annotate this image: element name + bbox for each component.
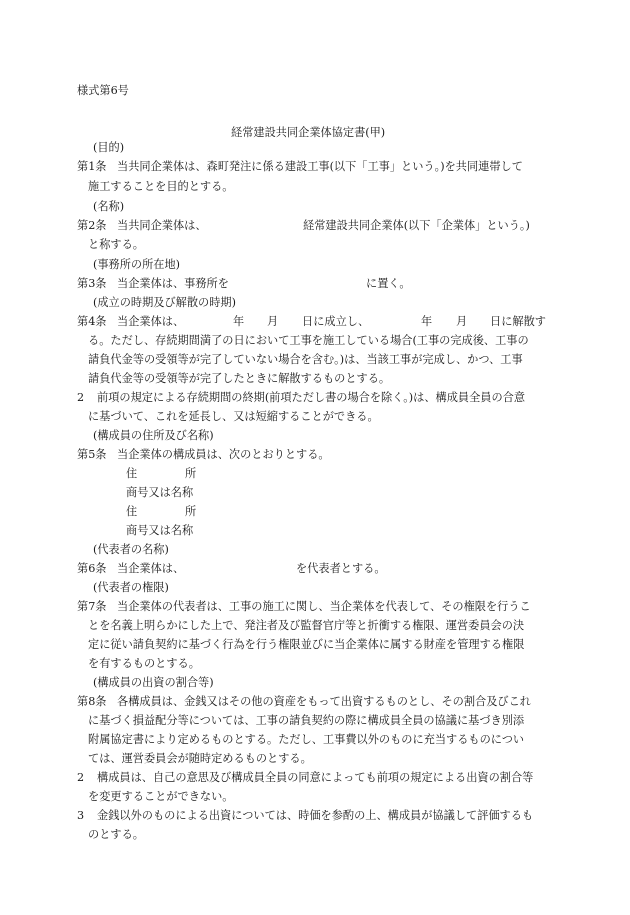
article-8-paragraph-3-number: 3 — [77, 809, 85, 822]
article-7-line-1: 当企業体の代表者は、工事の施工に関し、当企業体を代表して、その権限を行うこ — [117, 600, 531, 613]
article-2-line-2: と称する。 — [88, 238, 144, 251]
article-8-line-3: 附属協定書により定めるものとする。ただし、工事費以外のものに充当するものについ — [88, 733, 525, 746]
article-4-line-1a: 当企業体は、 — [117, 315, 185, 328]
article-4-number: 第4条 — [77, 315, 107, 328]
article-8-paragraph-2-line-2: を変更することができない。 — [88, 790, 234, 803]
article-4-month-2: 月 — [456, 315, 468, 328]
member-1-address-label-b: 所 — [185, 467, 197, 480]
article-5-number: 第5条 — [77, 448, 107, 461]
member-2-address-label-a: 住 — [126, 505, 138, 518]
article-8-paragraph-3-line-1: 金銭以外のものによる出資については、時価を参酌の上、構成員が協議して評価するも — [97, 809, 534, 822]
article-8-paragraph-3-line-2: のとする。 — [88, 828, 144, 841]
article-4-day-1: 日に成立し、 — [302, 315, 370, 328]
article-7-line-3: 定に従い請負契約に基づく行為を行う権限並びに当企業体に属する財産を管理する権限 — [88, 638, 525, 651]
article-4-line-3: 請負代金等の受領等が完了していない場合を含む。)は、当該工事が完成し、かつ、工事 — [88, 353, 523, 366]
article-3-number: 第3条 — [77, 277, 107, 290]
article-4-line-4: 請負代金等の受領等が完了したときに解散するものとする。 — [88, 372, 391, 385]
article-4-line-2: る。ただし、存続期間満了の日において工事を施工している場合(工事の完成後、工事の — [88, 334, 529, 347]
article-1-number: 第1条 — [77, 160, 107, 173]
article-8-paragraph-2-line-1: 構成員は、自己の意思及び構成員全員の同意によっても前項の規定による出資の割合等 — [97, 771, 534, 784]
article-4-month-1: 月 — [267, 315, 279, 328]
article-1-line-1: 当共同企業体は、森町発注に係る建設工事(以下「工事」という。)を共同連帯して — [117, 160, 523, 173]
article-3-heading: (事務所の所在地) — [93, 258, 181, 271]
article-8-heading: (構成員の出資の割合等) — [93, 676, 214, 689]
article-2-line-1b: 経常建設共同企業体(以下「企業体」という。) — [303, 219, 530, 232]
article-4-paragraph-2-number: 2 — [77, 391, 85, 404]
article-2-heading: (名称) — [93, 200, 125, 213]
article-7-number: 第7条 — [77, 600, 107, 613]
member-2-name-label: 商号又は名称 — [126, 524, 194, 537]
article-1-heading: (目的) — [93, 141, 125, 154]
article-6-heading: (代表者の名称) — [93, 543, 169, 556]
article-6-line-1a: 当企業体は、 — [117, 562, 185, 575]
article-5-line-1: 当企業体の構成員は、次のとおりとする。 — [117, 448, 330, 461]
article-5-heading: (構成員の住所及び名称) — [93, 429, 214, 442]
article-8-line-1: 各構成員は、金銭又はその他の資産をもって出資するものとし、その割合及びこれ — [117, 695, 531, 708]
article-8-line-4: ては、運営委員会が随時定めるものとする。 — [88, 752, 312, 765]
article-4-year-1: 年 — [233, 315, 245, 328]
article-8-paragraph-2-number: 2 — [77, 771, 85, 784]
article-7-line-2: とを名義上明らかにした上で、発注者及び監督官庁等と折衝する権限、運営委員会の決 — [88, 619, 525, 632]
form-number: 様式第6号 — [77, 84, 129, 97]
article-4-paragraph-2-line-2: に基づいて、これを延長し、又は短縮することができる。 — [88, 410, 379, 423]
article-3-line-1b: に置く。 — [366, 277, 411, 290]
article-3-line-1a: 当企業体は、事務所を — [117, 277, 229, 290]
article-4-paragraph-2-line-1: 前項の規定による存続期間の終期(前項ただし書の場合を除く。)は、構成員全員の合意 — [97, 391, 526, 404]
article-8-number: 第8条 — [77, 695, 107, 708]
article-2-line-1a: 当共同企業体は、 — [117, 219, 207, 232]
article-7-heading: (代表者の権限) — [93, 581, 169, 594]
member-1-name-label: 商号又は名称 — [126, 486, 194, 499]
article-6-line-1b: を代表者とする。 — [296, 562, 386, 575]
member-1-address-label-a: 住 — [126, 467, 138, 480]
article-4-day-2: 日に解散す — [490, 315, 546, 328]
article-4-year-2: 年 — [421, 315, 433, 328]
member-2-address-label-b: 所 — [185, 505, 197, 518]
article-4-heading: (成立の時期及び解散の時期) — [93, 296, 236, 309]
article-1-line-2: 施工することを目的とする。 — [88, 180, 234, 193]
article-6-number: 第6条 — [77, 562, 107, 575]
article-7-line-4: を有するものとする。 — [88, 657, 200, 670]
document-title: 経常建設共同企業体協定書(甲) — [231, 126, 386, 139]
article-8-line-2: に基づく損益配分等については、工事の請負契約の際に構成員全員の協議に基づき別添 — [88, 714, 525, 727]
article-2-number: 第2条 — [77, 219, 107, 232]
